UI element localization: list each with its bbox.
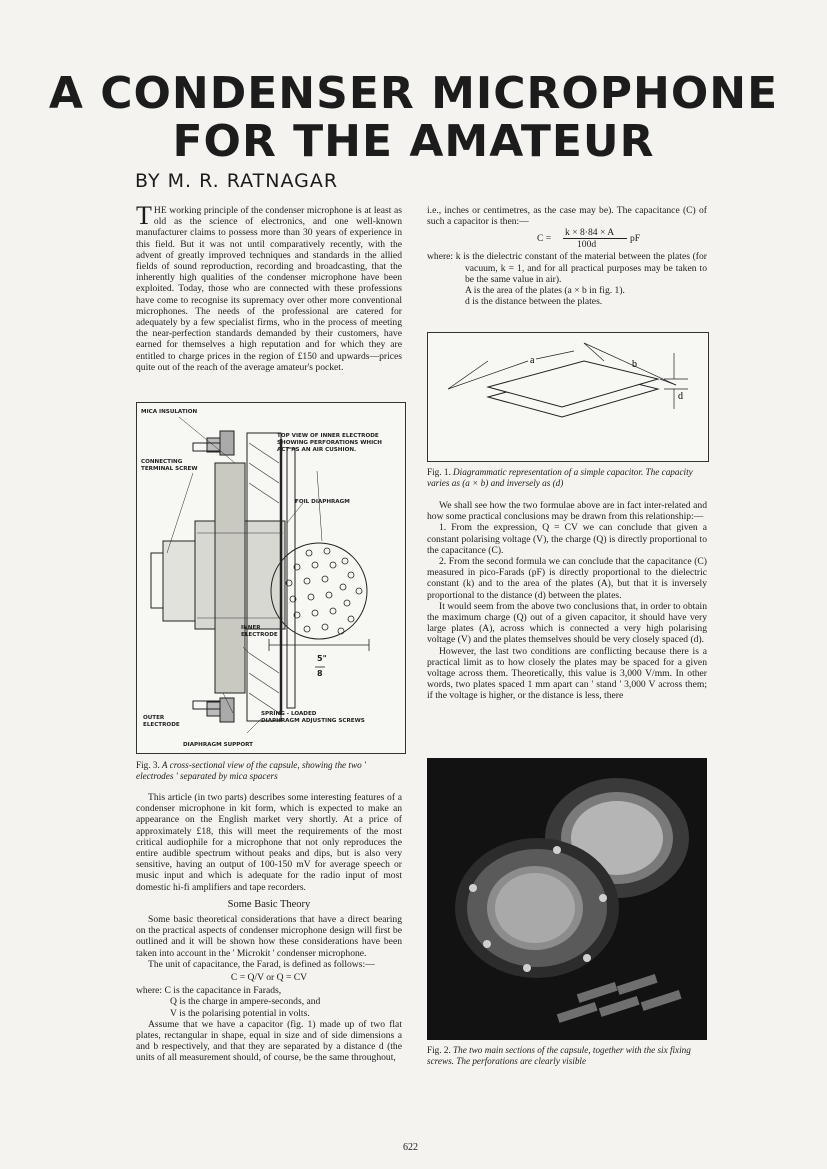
figure-2-photo bbox=[427, 758, 707, 1040]
figure-1-caption-text: Diagrammatic representation of a simple capacitor. The capacity varies as (a × b) and inversely as (d) bbox=[427, 467, 693, 488]
article-paragraph-4: Assume that we have a capacitor (fig. 1) made up of two flat plates, rectangular in shape, equal in size and of side dimensions a and b respectively, and that they are separated by a distance d (the units of all measurement should, of course, be the same throughout, bbox=[136, 1018, 402, 1064]
article-paragraph-2: Some basic theoretical considerations that have a direct bearing on the practical aspects of condenser microphone design will first be outlined and it will be shown how these considerations have been taken into account in the ' Microkit ' condenser microphone. bbox=[136, 914, 402, 959]
article-paragraph-3: The unit of capacitance, the Farad, is defined as follows:— bbox=[148, 958, 375, 970]
label-connecting: CONNECTING bbox=[141, 459, 183, 465]
figure-2-label: Fig. 2. bbox=[427, 1045, 451, 1055]
intro-text: HE working principle of the condenser microphone is at least as old as the science of electronics, and one well-known manufacturer claims to possess more than 30 years of experience in this field. But it was not until comparatively recently, with the advent of greatly improved techniques and standards in the allied fields of sound reproduction, recording and broadcasting, that the inherently high qualities of the condenser microphone have been exploited. Today, those who are connected with these professions have come to recognise its supremacy over other more conventional microphones. The needs of the professional are catered for adequately by a few specialist firms, who in the process of meeting the near-perfection standards demanded by their customers, have earned for themselves a high reputation and for which they are entitled to charge prices in the region of £150 and upwards—prices quite out of the reach of the average amateur's pocket. bbox=[136, 205, 402, 373]
capsule-diagram bbox=[137, 403, 405, 753]
label-spring-loaded: SPRING - LOADED bbox=[261, 711, 317, 717]
right-where-1: where: k is the dielectric constant of the material between the plates (for vacuum, k = 1, and for all practical purposes may be taken to be the same value in air). bbox=[427, 251, 707, 285]
figure-2-caption bbox=[427, 1045, 707, 1067]
figure-3-caption-text: A cross-sectional view of the capsule, showing the two ' electrodes ' separated by mica spacers bbox=[136, 760, 366, 781]
label-inner: INNER bbox=[241, 625, 261, 631]
title-line-2: FOR THE AMATEUR bbox=[172, 116, 655, 167]
where-line-1: where: C is the capacitance in Farads, bbox=[136, 985, 282, 997]
figure-2-caption-text: The two main sections of the capsule, together with the six fixing screws. The perforations are clearly visible bbox=[427, 1045, 691, 1066]
title-line-1: A CONDENSER MICROPHONE bbox=[48, 68, 779, 119]
label-foil-diaphragm: FOIL DIAPHRAGM bbox=[295, 499, 350, 505]
figure-3-caption bbox=[136, 760, 404, 782]
figure-3-label: Fig. 3. bbox=[136, 760, 160, 770]
intro-paragraph bbox=[136, 201, 402, 373]
label-electrode: ELECTRODE bbox=[241, 632, 278, 638]
formula-lhs: C = bbox=[537, 233, 552, 245]
drop-cap: T bbox=[136, 201, 152, 230]
fig1-label-d: d bbox=[678, 391, 683, 402]
capacitance-formula bbox=[427, 227, 707, 251]
right-paragraph-6: However, the last two conditions are conflicting because there is a practical limit as to how closely the plates may be spaced for a given voltage across them. Theoretically, this value is 3,000 V/mm. In other words, two plates spaced 1 mm apart can ' stand ' 3,000 V across them; if the voltage is higher, or the distance is less, there bbox=[427, 645, 707, 702]
article-body-left bbox=[136, 792, 402, 1064]
right-where-2: A is the area of the plates (a × b in fig. 1). bbox=[465, 285, 625, 297]
byline: BY M. R. RATNAGAR bbox=[135, 170, 339, 192]
formula-denominator: 100d bbox=[577, 239, 597, 251]
label-diaphragm-support: DIAPHRAGM SUPPORT bbox=[183, 742, 253, 748]
label-mica-insulation: MICA INSULATION bbox=[141, 409, 198, 415]
label-adjusting-screws: DIAPHRAGM ADJUSTING SCREWS bbox=[261, 718, 365, 724]
article-body-right bbox=[427, 500, 707, 702]
right-where-3: d is the distance between the plates. bbox=[465, 296, 603, 308]
right-paragraph-2: We shall see how the two formulae above are in fact inter-related and how some practical conclusions may be drawn from this relationship:— bbox=[427, 500, 707, 523]
right-paragraph-5: It would seem from the above two conclusions that, in order to obtain the maximum charge (Q) out of a given capacitor, it should have very large plates (A), across which is connected a very high polarising voltage (V) and the plates themselves should be very closely spaced (d). bbox=[427, 600, 707, 646]
right-paragraph-4: 2. From the second formula we can conclude that the capacitance (C) measured in pico-Farads (pF) is directly proportional to the dielectric constant (k) and to the area of the plates (A), but that it is inversely proportional to the distance (d) between the plates. bbox=[427, 556, 707, 601]
label-terminal-screw: TERMINAL SCREW bbox=[141, 466, 198, 472]
fig1-label-b: b bbox=[632, 359, 637, 370]
formula-unit: pF bbox=[630, 233, 641, 245]
figure-1-caption bbox=[427, 467, 707, 489]
figure-3-cross-section bbox=[136, 402, 406, 754]
figure-1-capacitor bbox=[427, 332, 709, 462]
where-line-2: Q is the charge in ampere-seconds, and bbox=[170, 996, 321, 1008]
label-outer-electrode: ELECTRODE bbox=[143, 722, 180, 728]
label-outer: OUTER bbox=[143, 715, 165, 721]
article-paragraph-1: This article (in two parts) describes some interesting features of a condenser microphone in kit form, which is expected to make an appearance on the English market very shortly. At a price of approximately £18, this will meet the requirements of the most critical audiophile for a microphone that not only reproduces the entire audible spectrum without peaks and dips, but is also very sensitive, having an output of 100-150 mV for average speech or music input and which is adequate for the radio input of most domestic hi-fi amplifiers and tape recorders. bbox=[136, 792, 402, 893]
section-heading: Some Basic Theory bbox=[227, 898, 311, 910]
label-top-view-3: ACT AS AN AIR CUSHION. bbox=[277, 447, 357, 453]
right-paragraph-1: i.e., inches or centimetres, as the case may be). The capacitance (C) of such a capacitor is then:— bbox=[427, 205, 707, 228]
formula-farad: C = Q/V or Q = CV bbox=[230, 972, 308, 984]
right-paragraph-3: 1. From the expression, Q = CV we can conclude that given a constant polarising voltage (V), the charge (Q) is directly proportional to the capacitance (C). bbox=[427, 522, 707, 556]
fig1-label-a: a bbox=[530, 355, 535, 366]
article-body-right-top bbox=[427, 205, 707, 307]
where-line-3: V is the polarising potential in volts. bbox=[170, 1007, 310, 1019]
capacitor-diagram bbox=[428, 333, 708, 461]
figure-1-label: Fig. 1. bbox=[427, 467, 451, 477]
capsule-photo bbox=[427, 758, 707, 1040]
dimension-denominator: 8 bbox=[317, 669, 323, 678]
formula-numerator: k × 8·84 × A bbox=[565, 227, 615, 239]
dimension-numerator: 5" bbox=[317, 654, 327, 663]
page-number: 622 bbox=[403, 1142, 418, 1153]
label-top-view-1: TOP VIEW OF INNER ELECTRODE bbox=[277, 433, 379, 439]
label-top-view-2: SHOWING PERFORATIONS WHICH bbox=[277, 440, 382, 446]
